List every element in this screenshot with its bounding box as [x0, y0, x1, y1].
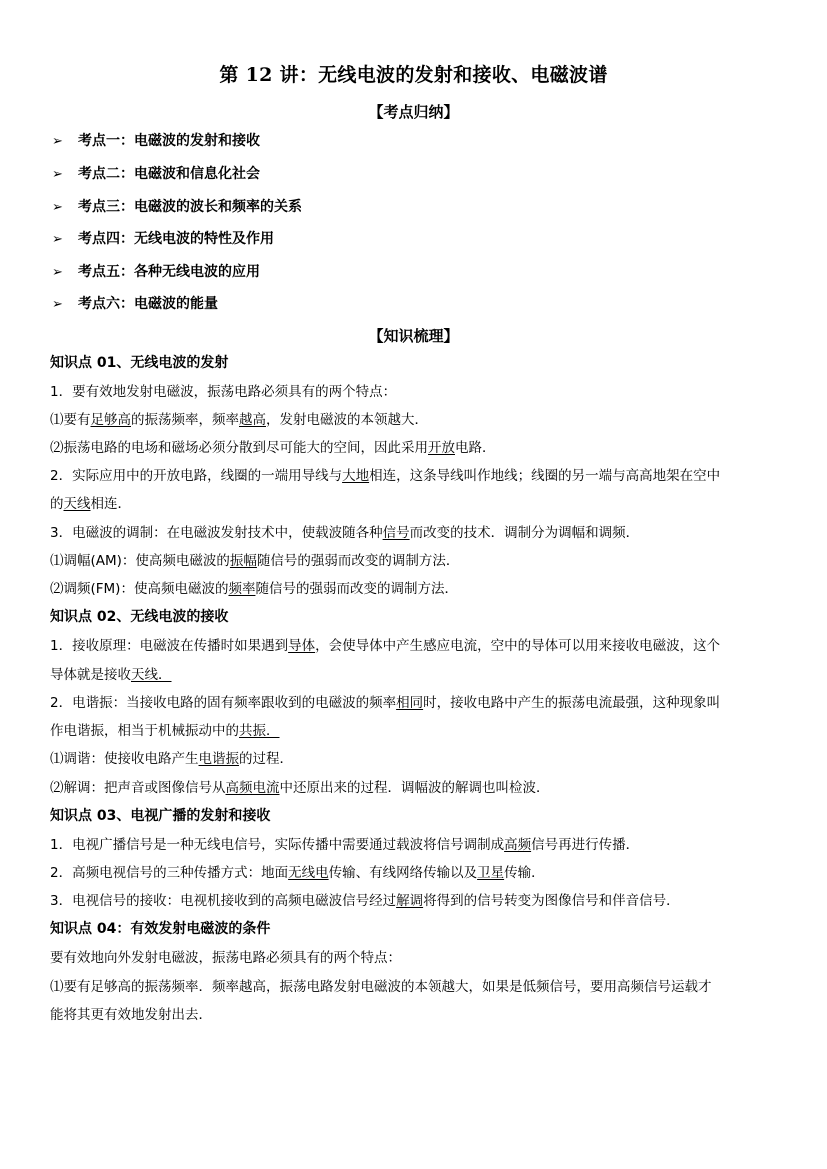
- underlined-term: 电谐振: [198, 751, 239, 767]
- underlined-term: 越高: [239, 412, 266, 428]
- underlined-term: 信号: [382, 525, 410, 541]
- kp1-line-8: ⑵调频(FM)：使高频电磁波的频率随信号的强弱而改变的调制方法．: [50, 581, 458, 597]
- kp2-line-3: 2．电谐振：当接收电路的固有频率跟收到的电磁波的频率相同时，接收电路中产生的振荡电流最强，这种现象叫: [50, 695, 721, 711]
- exam-point-5: [52, 262, 260, 282]
- underlined-term: 解调: [396, 893, 424, 909]
- kp1-heading: 知识点 01、无线电波的发射: [50, 355, 229, 371]
- kp4-line-1: 要有效地向外发射电磁波，振荡电路必须具有的两个特点：: [50, 950, 401, 966]
- underlined-term: 卫星: [477, 865, 505, 881]
- kp1-line-4: 2．实际应用中的开放电路，线圈的一端用导线与大地相连，这条导线叫作地线；线圈的另一端与高高地架在空中: [50, 468, 721, 484]
- underlined-term: 无线电: [288, 865, 329, 881]
- exam-point-label: 考点五：各种无线电波的应用: [78, 264, 260, 280]
- kp2-line-5: ⑴调谐：使接收电路产生电谐振的过程．: [50, 751, 293, 767]
- underlined-term: 共振．: [239, 723, 280, 739]
- exam-point-label: 考点三：电磁波的波长和频率的关系: [78, 199, 302, 215]
- arrow-bullet-icon: ➢: [52, 265, 63, 280]
- kp1-line-1: 1．要有效地发射电磁波，振荡电路必须具有的两个特点：: [50, 384, 397, 400]
- arrow-bullet-icon: ➢: [52, 200, 63, 215]
- exam-point-label: 考点一：电磁波的发射和接收: [78, 133, 260, 149]
- kp2-line-1: 1．接收原理：电磁波在传播时如果遇到导体，会使导体中产生感应电流，空中的导体可以用来接收电磁波，这个: [50, 638, 721, 654]
- kp1-line-7: ⑴调幅(AM)：使高频电磁波的振幅随信号的强弱而改变的调制方法．: [50, 553, 460, 569]
- kp2-line-4: 作电谐振，相当于机械振动中的共振．: [50, 723, 280, 739]
- exam-point-2: [52, 164, 260, 184]
- exam-point-label: 考点六：电磁波的能量: [78, 296, 218, 312]
- underlined-term: 相同: [396, 695, 424, 711]
- underlined-term: 大地: [342, 468, 370, 484]
- underlined-term: 开放: [428, 440, 455, 456]
- summary-heading: 【考点归纳】: [368, 103, 459, 121]
- arrow-bullet-icon: ➢: [52, 232, 63, 247]
- exam-point-6: [52, 294, 218, 314]
- underlined-term: 天线．: [131, 667, 172, 683]
- arrow-bullet-icon: ➢: [52, 167, 63, 182]
- arrow-bullet-icon: ➢: [52, 134, 63, 149]
- kp3-line-1: 1．电视广播信号是一种无线电信号，实际传播中需要通过载波将信号调制成高频信号再进行传播．: [50, 837, 640, 853]
- underlined-term: 高频电流: [225, 780, 280, 796]
- kp1-line-5: 的天线相连．: [50, 496, 131, 512]
- underlined-term: 频率: [228, 581, 256, 597]
- page-title: 第 12 讲：无线电波的发射和接收、电磁波谱: [219, 64, 608, 86]
- exam-point-label: 考点四：无线电波的特性及作用: [78, 231, 274, 247]
- review-heading: 【知识梳理】: [368, 327, 459, 345]
- kp2-line-6: ⑵解调：把声音或图像信号从高频电流中还原出来的过程．调幅波的解调也叫检波．: [50, 780, 550, 796]
- kp4-line-3: 能将其更有效地发射出去．: [50, 1007, 212, 1023]
- kp3-heading: 知识点 03、电视广播的发射和接收: [50, 808, 271, 824]
- kp1-line-3: ⑵振荡电路的电场和磁场必须分散到尽可能大的空间，因此采用开放电路．: [50, 440, 496, 456]
- underlined-term: 导体: [288, 638, 316, 654]
- arrow-bullet-icon: ➢: [52, 297, 63, 312]
- kp1-line-2: ⑴要有足够高的振荡频率，频率越高，发射电磁波的本领越大．: [50, 412, 428, 428]
- kp3-line-3: 3．电视信号的接收：电视机接收到的高频电磁波信号经过解调将得到的信号转变为图像信号和伴音信号．: [50, 893, 680, 909]
- exam-point-label: 考点二：电磁波和信息化社会: [78, 166, 260, 182]
- kp2-heading: 知识点 02、无线电波的接收: [50, 609, 229, 625]
- underlined-term: 振幅: [229, 553, 257, 569]
- kp4-heading: 知识点 04：有效发射电磁波的条件: [50, 921, 271, 937]
- kp3-line-2: 2．高频电视信号的三种传播方式：地面无线电传输、有线网络传输以及卫星传输．: [50, 865, 545, 881]
- exam-point-3: [52, 197, 302, 217]
- kp2-line-2: 导体就是接收天线．: [50, 667, 172, 683]
- underlined-term: 高频: [504, 837, 532, 853]
- kp1-line-6: 3．电磁波的调制：在电磁波发射技术中，使载波随各种信号而改变的技术．调制分为调幅和调频．: [50, 525, 640, 541]
- exam-point-4: [52, 229, 274, 249]
- underlined-term: 足够高: [90, 412, 131, 428]
- underlined-term: 天线: [63, 496, 91, 512]
- exam-point-1: [52, 131, 260, 151]
- kp4-line-2: ⑴要有足够高的振荡频率．频率越高，振荡电路发射电磁波的本领越大，如果是低频信号，要用高频信号运载才: [50, 979, 712, 995]
